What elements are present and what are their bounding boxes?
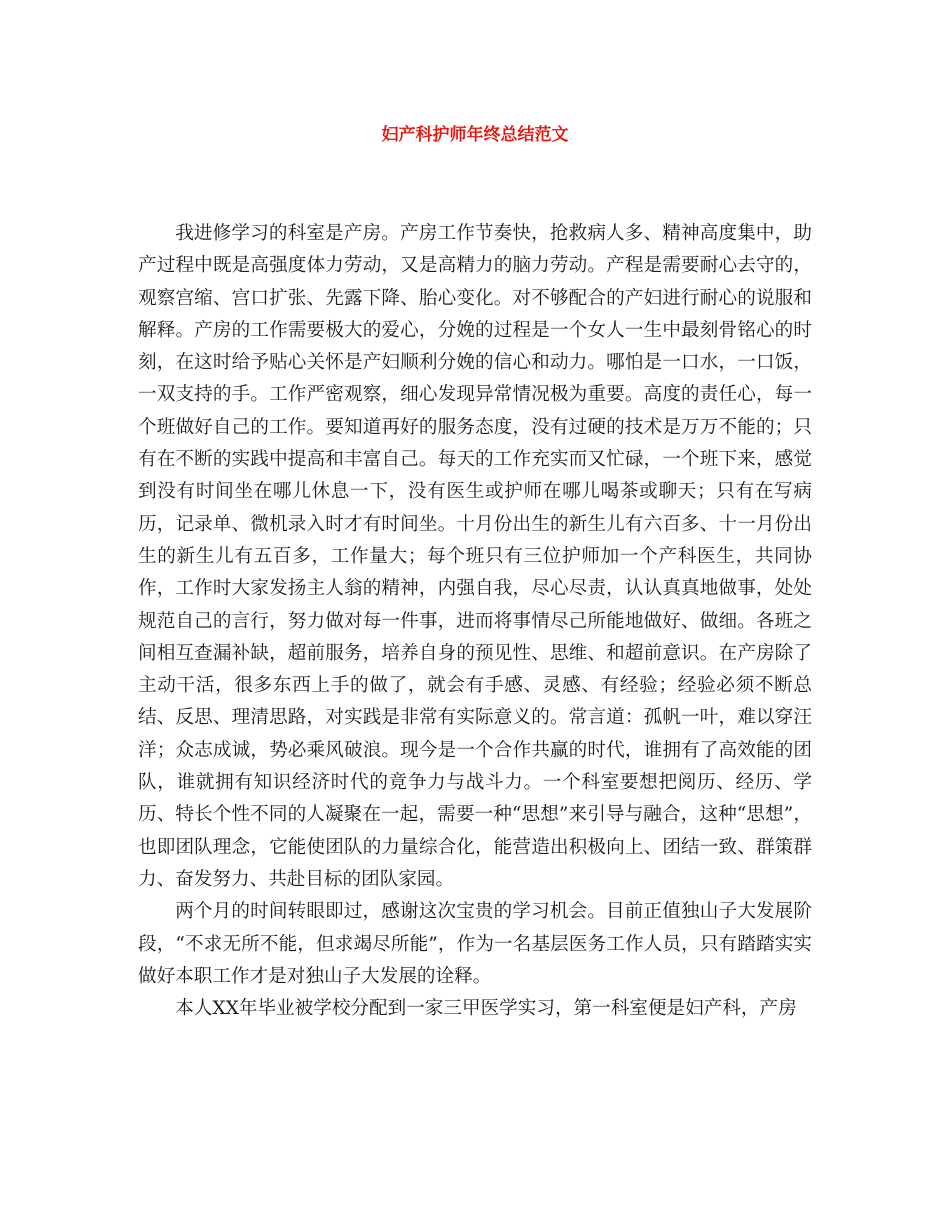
paragraph-2: 两个月的时间转眼即过，感谢这次宝贵的学习机会。目前正值独山子大发展阶段，“不求无所不能，但求竭尽所能”，作为一名基层医务工作人员，只有踏踏实实做好本职工作才是对独山子大发展的诠释。 (138, 901, 812, 987)
paragraph-3: 本人XX年毕业被学校分配到一家三甲医学实习，第一科室便是妇产科，产房 (175, 998, 797, 1020)
document-title: 妇产科护师年终总结范文 (381, 125, 569, 145)
document-body (138, 218, 812, 1025)
paragraph-1: 我进修学习的科室是产房。产房工作节奏快，抢救病人多、精神高度集中，助产过程中既是高强度体力劳动，又是高精力的脑力劳动。产程是需要耐心去守的，观察宫缩、宫口扩张、先露下降、胎心变化。对不够配合的产妇进行耐心的说服和解释。产房的工作需要极大的爱心，分娩的过程是一个女人一生中最刻骨铭心的时刻，在这时给予贴心关怀是产妇顺利分娩的信心和动力。哪怕是一口水，一口饭，一双支持的手。工作严密观察，细心发现异常情况极为重要。高度的责任心，每一个班做好自己的工作。要知道再好的服务态度，没有过硬的技术是万万不能的；只有在不断的实践中提高和丰富自己。每天的工作充实而又忙碌，一个班下来，感觉到没有时间坐在哪儿休息一下，没有医生或护师在哪儿喝茶或聊天；只有在写病历，记录单、微机录入时才有时间坐。十月份出生的新生儿有六百多、十一月份出生的新生儿有五百多，工作量大；每个班只有三位护师加一个产科医生，共同协作，工作时大家发扬主人翁的精神，内强自我，尽心尽责，认认真真地做事，处处规范自己的言行，努力做对每一件事，进而将事情尽己所能地做好、做细。各班之间相互查漏补缺，超前服务，培养自身的预见性、思维、和超前意识。在产房除了主动干活，很多东西上手的做了，就会有手感、灵感、有经验；经验必须不断总结、反思、理清思路，对实践是非常有实际意义的。常言道：孤帆一叶，难以穿汪洋；众志成诚，势必乘风破浪。现今是一个合作共赢的时代，谁拥有了高效能的团队，谁就拥有知识经济时代的竟争力与战斗力。一个科室要想把阅历、经历、学历、特长个性不同的人凝聚在一起，需要一种“思想”来引导与融合，这种“思想”，也即团队理念，它能使团队的力量综合化，能营造出积极向上、团结一致、群策群力、奋发努力、共赴目标的团队家园。 (138, 223, 812, 890)
